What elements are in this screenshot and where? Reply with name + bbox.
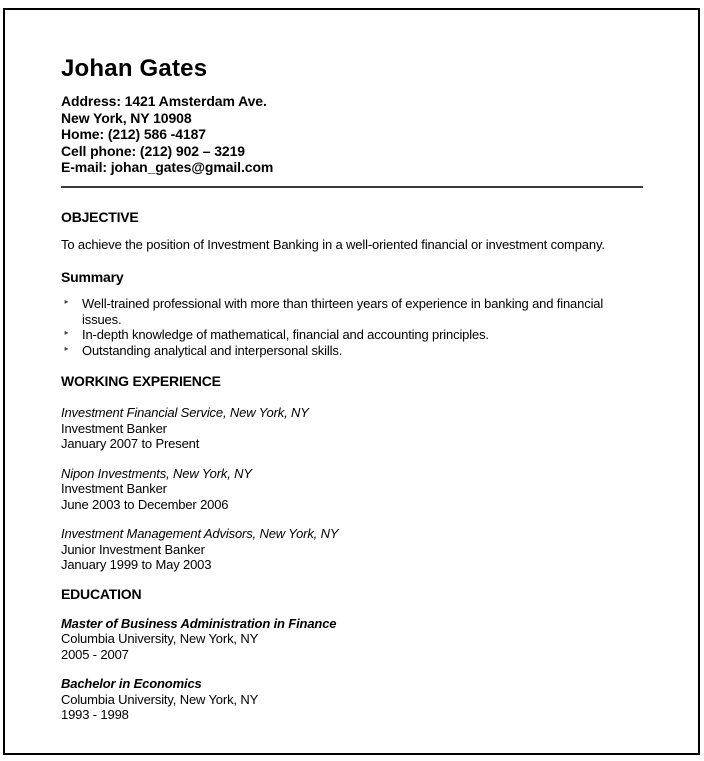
summary-bullet-text: Well-trained professional with more than thirteen years of experience in banking and financial issues. [82, 296, 604, 327]
summary-heading: Summary [61, 269, 124, 285]
contact-email: E-mail: johan_gates@gmail.com [61, 159, 274, 175]
job-title: Junior Investment Banker [61, 541, 205, 557]
job-title: Investment Banker [61, 481, 167, 496]
resume-content [5, 10, 698, 723]
degree-school: Columbia University, New York, NY [61, 631, 259, 646]
objective-heading: OBJECTIVE [61, 208, 139, 225]
experience-entry [61, 405, 640, 452]
triangle-bullet-icon: ‣ [63, 343, 70, 356]
triangle-bullet-icon: ‣ [63, 297, 70, 309]
job-company: Nipon Investments, New York, NY [61, 465, 252, 481]
person-name: Johan Gates [61, 55, 208, 82]
experience-entry [61, 466, 640, 513]
job-dates: June 2003 to December 2006 [61, 496, 229, 512]
objective-text: To achieve the position of Investment Banking in a well-oriented financial or investment company. [61, 236, 605, 252]
contact-block [61, 93, 640, 176]
education-entry [61, 676, 640, 723]
summary-bullet-text: In-depth knowledge of mathematical, financial and accounting principles. [82, 327, 489, 342]
contact-address-line2: New York, NY 10908 [61, 109, 192, 126]
header-divider [61, 186, 643, 188]
job-company: Investment Management Advisors, New York, NY [61, 526, 339, 541]
degree-years: 1993 - 1998 [61, 707, 129, 722]
summary-bullet-text: Outstanding analytical and interpersonal skills. [82, 342, 343, 358]
education-entry [61, 616, 640, 663]
list-item [61, 327, 621, 343]
list-item [61, 343, 621, 359]
summary-bullet-list [61, 296, 621, 358]
triangle-bullet-icon: ‣ [63, 328, 70, 340]
resume-page [3, 8, 700, 755]
contact-cell-phone: Cell phone: (212) 902 – 3219 [61, 142, 245, 159]
job-dates: January 2007 to Present [61, 436, 200, 451]
degree-years: 2005 - 2007 [61, 646, 129, 662]
experience-entry [61, 526, 640, 573]
education-heading: EDUCATION [61, 585, 142, 602]
job-title: Investment Banker [61, 420, 167, 436]
degree-title: Bachelor in Economics [61, 676, 202, 691]
list-item [61, 296, 621, 327]
degree-title: Master of Business Administration in Finance [61, 615, 337, 631]
experience-heading: WORKING EXPERIENCE [61, 373, 221, 389]
contact-home-phone: Home: (212) 586 -4187 [61, 126, 206, 142]
job-company: Investment Financial Service, New York, NY [61, 405, 309, 420]
contact-address-line1: Address: 1421 Amsterdam Ave. [61, 93, 267, 109]
job-dates: January 1999 to May 2003 [61, 557, 212, 572]
degree-school: Columbia University, New York, NY [61, 691, 259, 707]
